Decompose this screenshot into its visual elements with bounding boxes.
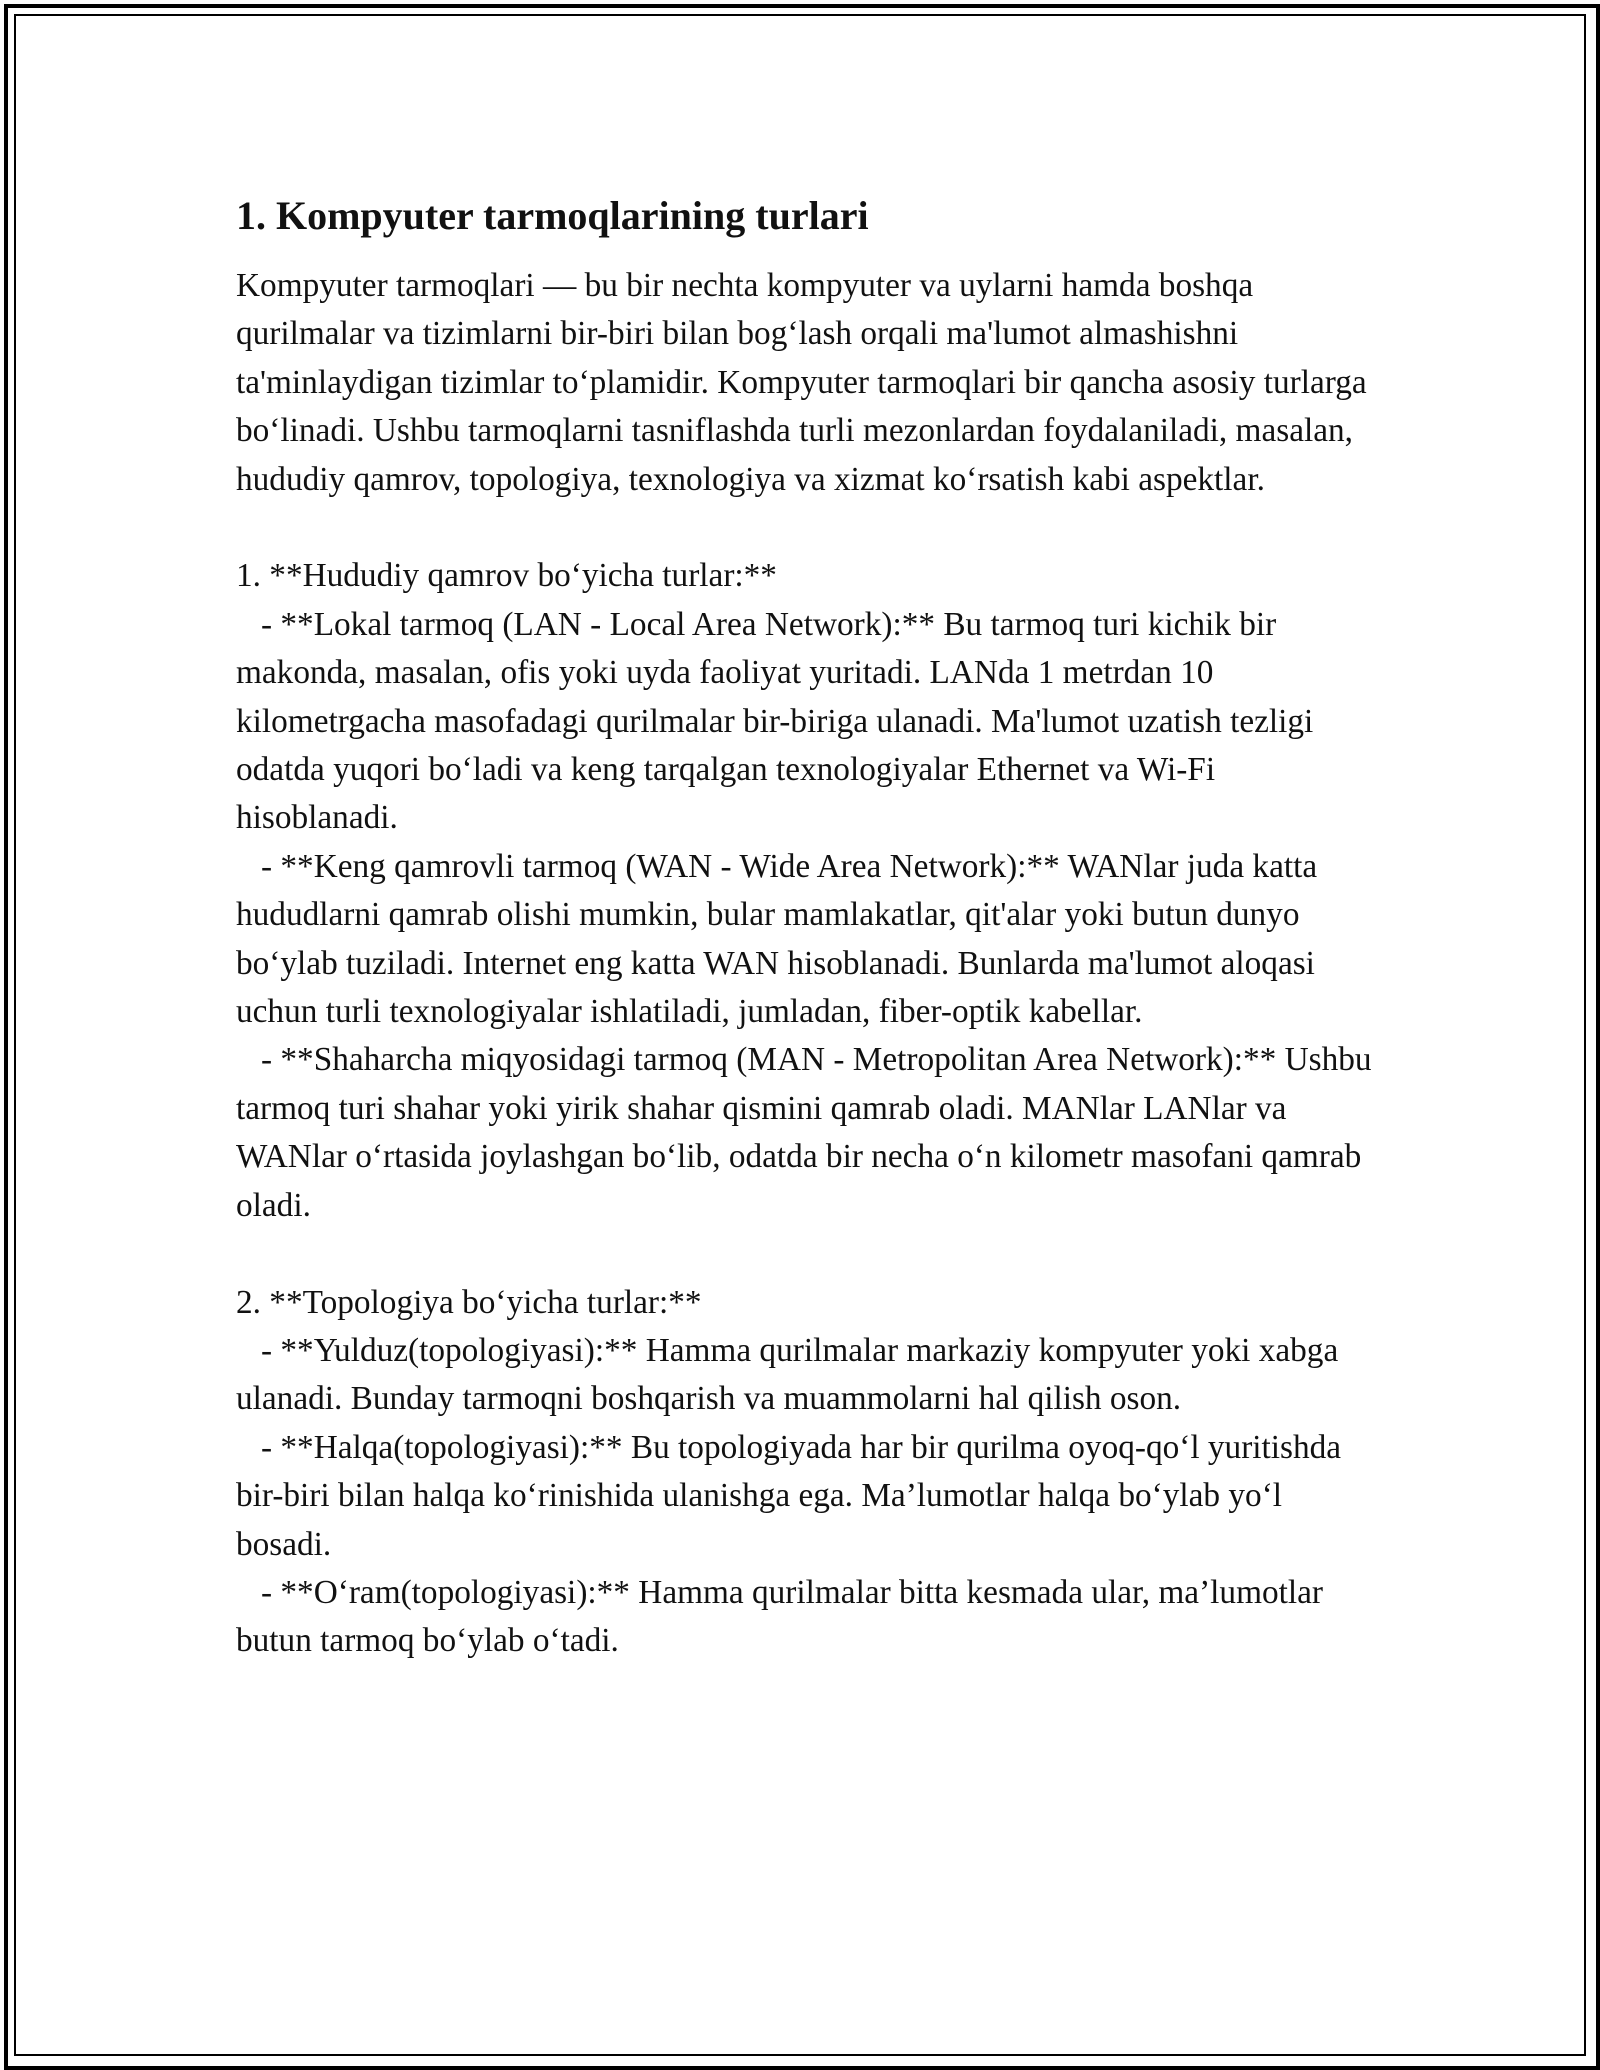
list-item-wan: - **Keng qamrovli tarmoq (WAN - Wide Area Network):** WANlar juda katta hududlarni qamrab olishi mumkin, bular mamlakatlar, qit'alar yoki butun dunyo bo‘ylab tuziladi. Internet eng katta WAN hisoblanadi. Bunlarda ma'lumot aloqasi uchun turli texnologiyalar ishlatiladi, jumladan, fiber-optik kabellar. [236,847,1326,1031]
list-item-lan: - **Lokal tarmoq (LAN - Local Area Network):** Bu tarmoq turi kichik bir makonda, masalan, ofis yoki uyda faoliyat yuritadi. LANda 1 metrdan 10 kilometrgacha masofadagi qurilmalar bir-biriga ulanadi. Ma'lumot uzatish tezligi odatda yuqori bo‘ladi va keng tarqalgan texnologiyalar Ethernet va Wi-Fi hisoblanadi. [236,605,1322,837]
list-item-star: - **Yulduz(topologiyasi):** Hamma qurilmalar markaziy kompyuter yoki xabga ulanadi. Bunday tarmoqni boshqarish va muammolarni hal qilish oson. [236,1331,1347,1418]
intro-paragraph: Kompyuter tarmoqlari — bu bir nechta kompyuter va uylarni hamda boshqa qurilmalar va tizimlarni bir-biri bilan bog‘lash orqali ma'lumot almashishni ta'minlaydigan tizimlar to‘plamidir. Kompyuter tarmoqlari bir qancha asosiy turlarga bo‘linadi. Ushbu tarmoqlarni tasniflashda turli mezonlardan foydalaniladi, masalan, hududiy qamrov, topologiya, texnologiya va xizmat ko‘rsatish kabi aspektlar. [236,267,1376,498]
document-title: 1. Kompyuter tarmoqlarining turlari [236,193,869,238]
paragraph-spacer [236,1230,1376,1278]
document-body [236,178,1380,1666]
section-heading-coverage: 1. **Hududiy qamrov bo‘yicha turlar:** [236,557,777,595]
list-item-ring: - **Halqa(topologiyasi):** Bu topologiyada har bir qurilma oyoq-qo‘l yuritishda bir-biri bilan halqa ko‘rinishida ulanishga ega. Ma’lumotlar halqa bo‘ylab yo‘l bosadi. [236,1428,1350,1563]
section-heading-topology: 2. **Topologiya bo‘yicha turlar:** [236,1283,702,1321]
list-item-man: - **Shaharcha miqyosidagi tarmoq (MAN - Metropolitan Area Network):** Ushbu tarmoq turi shahar yoki yirik shahar qismini qamrab oladi. MANlar LANlar va WANlar o‘rtasida joylashgan bo‘lib, odatda bir necha o‘n kilometr masofani qamrab oladi. [236,1041,1380,1224]
list-item-bus: - **O‘ram(topologiyasi):** Hamma qurilmalar bitta kesmada ular, ma’lumotlar butun tarmoq bo‘ylab o‘tadi. [236,1573,1332,1660]
paragraph-spacer [236,504,1376,552]
